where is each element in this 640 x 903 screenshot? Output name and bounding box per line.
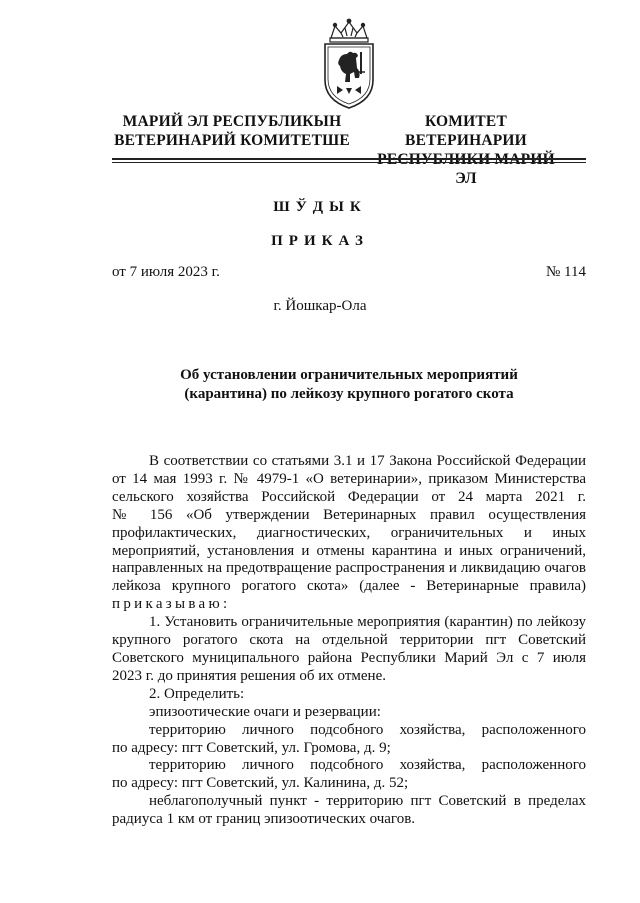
header-right-line1: КОМИТЕТ ВЕТЕРИНАРИИ [405, 113, 527, 149]
body-line: В соответствии со статьями 3.1 и 17 Закона Российской Федерации [149, 453, 586, 469]
header-left-line1: МАРИЙ ЭЛ РЕСПУБЛИКЫН [122, 113, 342, 130]
order-title-line2: (карантина) по лейкозу крупного рогатого скота [184, 386, 514, 402]
foci1-line: территорию личного подсобного хозяйства, расположенного [149, 721, 586, 738]
header-divider-thick [112, 158, 586, 160]
item1-line: Советского муниципального района Республики Марий Эл с 7 июля [112, 649, 586, 666]
doc-type-russian: ПРИКАЗ [271, 233, 369, 249]
foci1-line: по адресу: пгт Советский, ул. Громова, д. 9; [112, 739, 391, 756]
header-right [366, 112, 566, 188]
header-left [108, 112, 356, 150]
body-line: № 156 «Об утверждении Ветеринарных правил осуществления [112, 506, 586, 523]
body-line: мероприятий, установления и отмены карантина и иных ограничений, [112, 542, 586, 559]
order-date: от 7 июля 2023 г. [112, 264, 220, 280]
header-left-line2: ВЕТЕРИНАРИЙ КОМИТЕТШЕ [114, 132, 350, 149]
header-divider-thin [112, 162, 586, 163]
item1-line: 1. Установить ограничительные мероприятия (карантин) по лейкозу [149, 614, 586, 631]
order-title-line1: Об установлении ограничительных мероприятий [180, 367, 518, 383]
unfavorable-line: радиуса 1 км от границ эпизоотических очагов. [112, 811, 416, 828]
header-right-line2: ЭЛ [455, 170, 477, 187]
foci2-line: территорию личного подсобного хозяйства, расположенного [149, 757, 586, 774]
body-line: сельского хозяйства Российской Федерации от 24 марта 2021 г. [112, 488, 586, 505]
order-number: № 114 [545, 264, 586, 280]
body-line: профилактических, диагностических, ограничительных и иных [112, 524, 586, 541]
coat-of-arms-mari-el-icon [317, 16, 381, 112]
unfavorable-line: неблагополучный пункт - территорию пгт Советский в пределах [149, 793, 586, 810]
order-city: г. Йошкар-Ола [273, 298, 367, 314]
item1-line: крупного рогатого скота на отдельной территории пгт Советский [112, 632, 586, 649]
foci2-line: по адресу: пгт Советский, ул. Калинина, д. 52; [112, 775, 409, 792]
doc-type-mari: ШЎДЫК [273, 199, 367, 215]
body-line: от 14 мая 1993 г. № 4979-1 «О ветеринарии», приказом Министерства [112, 470, 586, 487]
body-line: лейкоза крупного рогатого скота» (далее - Ветеринарные правила) [112, 578, 586, 595]
order-body [112, 453, 586, 829]
body-line: направленных на предотвращение распространения и ликвидацию очагов [112, 560, 586, 577]
item2-heading: 2. Определить: [149, 685, 245, 702]
order-word: приказываю: [112, 596, 231, 613]
order-title [112, 366, 586, 404]
item1-line: 2023 г. до принятия решения об их отмене. [112, 667, 386, 684]
foci-heading: эпизоотические очаги и резервации: [149, 703, 381, 720]
